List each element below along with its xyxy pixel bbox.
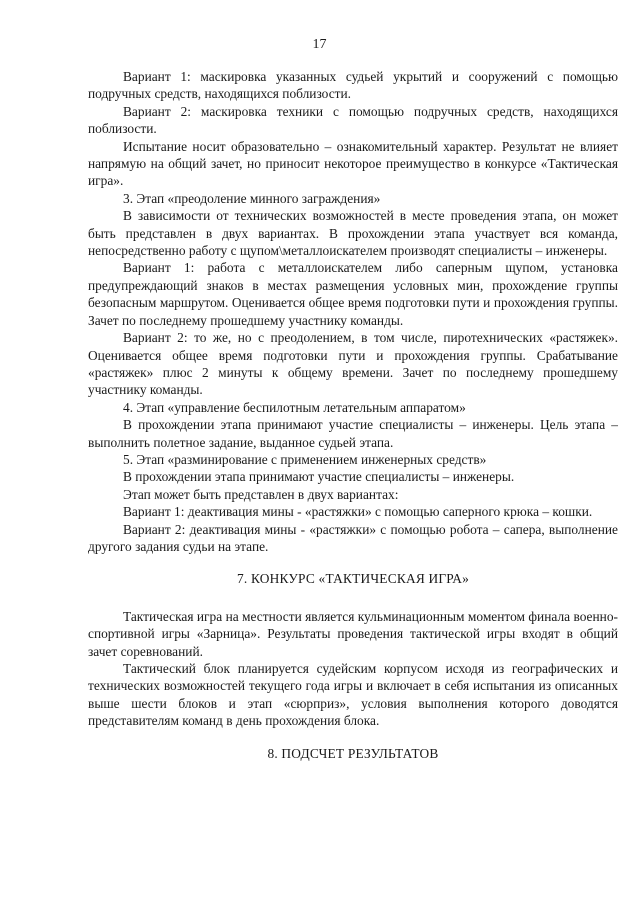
paragraph-test-nature: Испытание носит образовательно – ознакомительный характер. Результат не влияет напрямую на общий зачет, но приносит некоторое преимущество в конкурсе «Тактическая игра». (88, 138, 618, 189)
section-7-heading: 7. КОНКУРС «ТАКТИЧЕСКАЯ ИГРА» (236, 571, 470, 587)
paragraph-stage-5-variants-intro: Этап может быть представлен в двух вариантах: (123, 486, 399, 502)
paragraph-variant-2-masking: Вариант 2: маскировка техники с помощью подручных средств, находящихся поблизости. (88, 103, 618, 137)
paragraph-stage-4-description: В прохождении этапа принимают участие специалисты – инженеры. Цель этапа – выполнить полетное задание, выданное судьей этапа. (88, 417, 618, 450)
paragraph-variant-1-masking: Вариант 1: маскировка указанных судьей укрытий и сооружений с помощью подручных средств, находящихся поблизости. (88, 69, 618, 102)
paragraph-stage-3-variant-2: Вариант 2: то же, но с преодолением, в том числе, пиротехнических «растяжек». Оценивается общее время подготовки пути и прохождения группы. Срабатывание «растяжек» плюс 2 минуты к общему времени. Зачет по последнему прошедшему участнику команды. (88, 330, 618, 398)
page-number: 17 (312, 37, 327, 52)
paragraph-tactical-game-intro: Тактическая игра на местности является кульминационным моментом финала военно-спортивной игры «Зарница». Результаты проведения тактической игры входят в общий зачет соревнований. (88, 608, 618, 659)
paragraph-stage-3-description: В зависимости от технических возможностей в месте проведения этапа, он может быть представлен в двух вариантах. В прохождении этапа участвует вся команда, непосредственно работу с щупом\металлоискателем производят специалисты – инженеры. (88, 208, 618, 259)
paragraph-tactical-block: Тактический блок планируется судейским корпусом исходя из географических и технических возможностей текущего года игры и включает в себя испытания из описанных выше шести блоков и этап «сюрприз», условия выполнения которого доводятся представителям команд в день прохождения блока. (88, 661, 618, 729)
stage-4-title: 4. Этап «управление беспилотным летательным аппаратом» (123, 399, 466, 415)
paragraph-stage-5-variant-2: Вариант 2: деактивация мины - «растяжки» с помощью робота – сапера, выполнение другого задания судьи на этапе. (88, 521, 618, 554)
page-content (88, 68, 618, 762)
paragraph-stage-3-variant-1: Вариант 1: работа с металлоискателем либо саперным щупом, установка предупреждающий знаков в местах размещения условных мин, прохождение группы безопасным маршрутом. Оценивается общее время подготовки пути и прохождения группы. Зачет по последнему прошедшему участнику команды. (88, 260, 618, 328)
paragraph-stage-5-variant-1: Вариант 1: деактивация мины - «растяжки» с помощью саперного крюка – кошки. (123, 504, 593, 520)
paragraph-stage-5-participants: В прохождении этапа принимают участие специалисты – инженеры. (123, 469, 515, 485)
stage-3-title: 3. Этап «преодоление минного заграждения» (123, 190, 381, 206)
stage-5-title: 5. Этап «разминирование с применением инженерных средств» (123, 451, 487, 467)
section-8-heading: 8. ПОДСЧЕТ РЕЗУЛЬТАТОВ (267, 745, 439, 761)
